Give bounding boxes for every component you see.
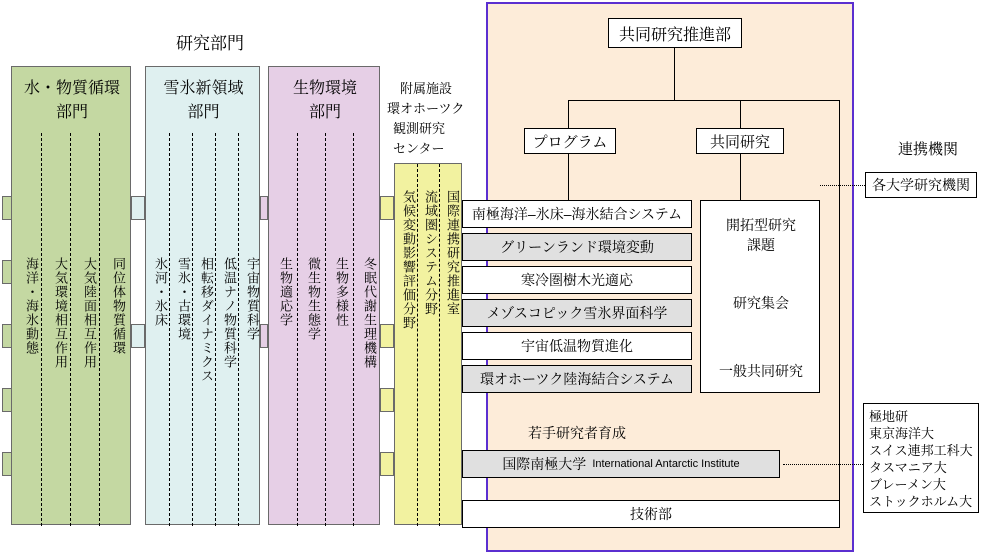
field-label-biodiversity: 生物多様性 [334, 257, 349, 327]
field-label-bio-adaptation: 生物適応学 [278, 257, 293, 327]
page-title-research-departments: 研究部門 [176, 33, 244, 53]
tab-green-5[interactable] [2, 452, 12, 476]
department2-label-line1: 雪氷新領域 [163, 80, 244, 97]
joint-item-0-line2: 課題 [747, 237, 775, 253]
field-label-microbial-ecology: 微生物生態学 [306, 257, 321, 341]
tree-line-to-programs [568, 100, 569, 128]
connector-dept3-center-4 [380, 452, 394, 476]
department-label-line1: 水・物質循環 [23, 80, 120, 97]
field-label-low-temp-nano: 低温ナノ物質科学 [222, 257, 237, 369]
field-label-atmospheric-env: 大気環境相互作用 [53, 257, 68, 369]
joint-stem [740, 154, 741, 200]
department-snow-ice-new-frontier[interactable] [145, 66, 260, 525]
technical-department-box[interactable]: 技術部 [462, 500, 840, 528]
intl-institute-label: 国際南極大学 [502, 456, 587, 472]
partner-institutions-heading: 連携機関 [897, 140, 958, 158]
tab-green-4[interactable] [2, 388, 12, 412]
connector-dept1-dept2-2 [131, 324, 145, 348]
partner-item-0: 極地研 [869, 409, 909, 424]
field-label-glacier-icesheet: 氷河・氷床 [153, 257, 168, 327]
center-field-watershed: 流域圏システム分野 [423, 190, 438, 316]
field-label-isotope-cycle: 同位体物質循環 [111, 257, 126, 355]
field-label-space-material: 宇宙物質科学 [245, 257, 260, 341]
program-item-4[interactable]: 宇宙低温物質進化 [462, 332, 692, 360]
joint-item-2-line1: 一般共同研究 [719, 363, 803, 379]
international-antarctic-institute-box[interactable] [462, 450, 780, 478]
program-item-5[interactable]: 環オホーツク陸海結合システム [462, 365, 692, 393]
partner-item-4: ブレーメン大 [869, 477, 946, 492]
connector-dept2-dept3-1 [260, 196, 268, 220]
dept3-divider-3 [353, 133, 354, 526]
programs-stem [568, 154, 569, 200]
attached-facility-line4: センター [393, 141, 445, 156]
dept1-divider-3 [99, 133, 100, 526]
tree-line-vertical-main [674, 48, 675, 100]
program-item-3[interactable]: メゾスコピック雪氷界面科学 [462, 299, 692, 327]
field-label-phase-transition: 相転移ダイナミクス [199, 257, 214, 383]
field-label-land-atmosphere: 大気陸面相互作用 [82, 257, 97, 369]
dept3-divider-1 [297, 133, 298, 526]
tree-line-to-joint [740, 100, 741, 128]
dotted-link-partners [783, 464, 863, 465]
partner-item-5: ストックホルム大 [869, 494, 973, 509]
connector-dept1-dept2-1 [131, 196, 145, 220]
tab-green-2[interactable] [2, 260, 12, 284]
attached-facility-line2: 環オホーツク [387, 101, 465, 116]
field-label-paleoenvironment: 雪氷・古環境 [176, 257, 191, 341]
program-item-0[interactable]: 南極海洋–氷床–海氷結合システム [462, 200, 692, 228]
dotted-link-universities [820, 185, 865, 186]
joint-item-1-line1: 研究集会 [733, 295, 789, 311]
dept2-divider-1 [169, 133, 170, 526]
connector-dept2-dept3-2 [260, 324, 268, 348]
tab-green-1[interactable] [2, 196, 12, 220]
department2-label-line2: 部門 [187, 104, 220, 121]
department-bio-environment[interactable] [268, 66, 380, 525]
intl-institute-sublabel: International Antarctic Institute [592, 458, 740, 470]
joint-item-0-line1: 開拓型研究 [726, 217, 796, 233]
program-item-2[interactable]: 寒冷圏樹木光適応 [462, 266, 692, 294]
program-item-1[interactable]: グリーンランド環境変動 [462, 233, 692, 261]
center-field-international: 国際連携研究推進室 [445, 190, 460, 316]
programs-header[interactable]: プログラム [524, 128, 616, 154]
field-label-hibernation: 冬眠代謝生理機構 [362, 257, 377, 369]
center-field-climate-impact: 気候変動影響評価分野 [401, 190, 416, 330]
tree-line-horizontal [568, 100, 840, 101]
attached-facility-line3: 観測研究 [393, 121, 446, 136]
department3-label-line1: 生物環境 [292, 80, 357, 97]
partner-universities-box[interactable]: 各大学研究機関 [865, 172, 977, 198]
connector-dept3-center-3 [380, 388, 394, 412]
attached-facility-line1: 附属施設 [400, 81, 453, 96]
connector-dept3-center-1 [380, 196, 394, 220]
okhotsk-observation-center[interactable] [394, 163, 462, 525]
joint-research-box[interactable] [700, 200, 820, 393]
partner-list-box[interactable] [863, 403, 979, 513]
partner-item-1: 東京海洋大 [869, 426, 935, 441]
dept3-divider-2 [325, 133, 326, 526]
department-label-line2: 部門 [55, 104, 88, 121]
department3-label-line2: 部門 [308, 104, 341, 121]
top-box-joint-research-division[interactable]: 共同研究推進部 [608, 18, 742, 48]
tree-line-right-rail [839, 100, 840, 515]
joint-research-header[interactable]: 共同研究 [696, 128, 784, 154]
connector-dept3-center-2 [380, 324, 394, 348]
partner-item-3: タスマニア大 [869, 460, 947, 475]
dept1-divider-1 [41, 133, 42, 526]
field-label-ocean-seaice: 海洋・海氷動態 [24, 257, 39, 355]
program-item-6: 若手研究者育成 [528, 425, 626, 441]
department-water-material-cycle[interactable] [11, 66, 131, 525]
dept1-divider-2 [70, 133, 71, 526]
partner-item-2: スイス連邦工科大 [869, 443, 973, 458]
tab-green-3[interactable] [2, 324, 12, 348]
